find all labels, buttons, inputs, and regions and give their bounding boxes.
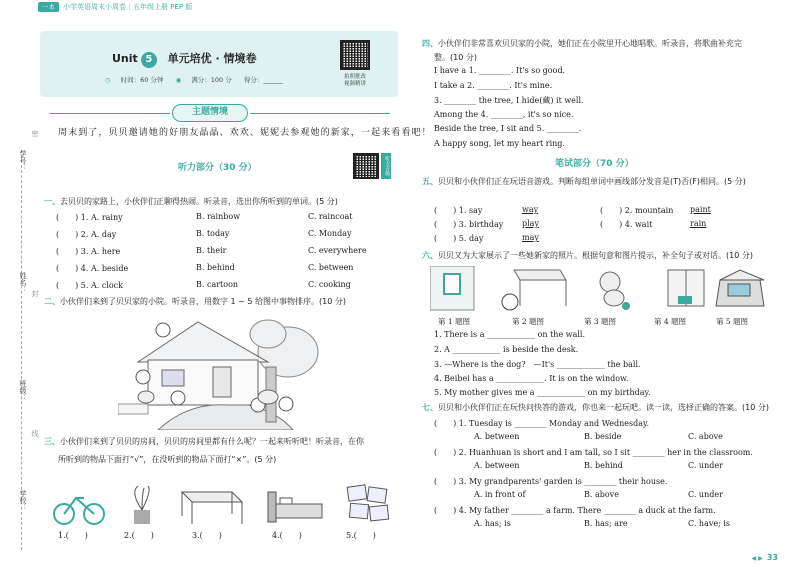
q6-caption-5: 第 5 题图 xyxy=(716,317,749,326)
q4-line-1: I have a 1. ________. It's so good. xyxy=(434,66,566,75)
q7-option-b-3: B. above xyxy=(584,490,619,499)
q5-item-2: ( ) 2. mountain xyxy=(600,206,674,215)
q1-option-c-1: C. raincoat xyxy=(308,212,353,221)
q7-question-1: ( ) 1. Tuesday is ________ Monday and Wednesday. xyxy=(434,419,649,428)
q1-option-c-4: C. between xyxy=(308,263,354,272)
q6-text: 贝贝又为大家展示了一些她新家的照片。根据句意和图片提示，补全句子或对话。(10 分) xyxy=(438,251,753,260)
q1-option-c-5: C. cooking xyxy=(308,280,351,289)
q1-option-b-3: B. their xyxy=(196,246,227,255)
q4-line-4: Among the 4. ________, it's so nice. xyxy=(434,109,574,119)
brand-tag: 一本 xyxy=(38,2,59,12)
q6-line-3: 3. —Where is the dog? —It's ____________ the ball. xyxy=(434,360,641,369)
q2-text: 小伙伴们来到了贝贝家的小院。听录音，用数字 1 ~ 5 给图中事物排序。(10 分) xyxy=(60,297,347,306)
qr-code-icon[interactable] xyxy=(340,40,370,70)
q6-caption-1: 第 1 题图 xyxy=(438,317,471,326)
q5-text: 贝贝和小伙伴们正在玩语音游戏。判断每组单词中画线部分发音是(T)否(F)相同。(5 分) xyxy=(438,177,746,186)
qr-caption xyxy=(334,74,376,88)
q7-number: 七、 xyxy=(422,403,438,412)
page-number xyxy=(752,553,778,562)
q7-option-c-2: C. under xyxy=(688,461,723,470)
q1-text: 去贝贝的家路上，小伙伴们正聊得热闹。听录音，选出你所听到的单词。(5 分) xyxy=(60,197,338,206)
theme-banner: 主题情境 xyxy=(172,104,248,122)
q7-option-c-4: C. have; is xyxy=(688,519,730,528)
seal-char-3: 线 xyxy=(31,430,39,437)
q6-line-5: 5. My mother gives me a ____________ on my birthday. xyxy=(434,388,651,397)
q7-option-a-3: A. in front of xyxy=(474,490,526,499)
banner-rule-left xyxy=(50,113,170,114)
dog-picture xyxy=(600,272,630,310)
q7-option-b-2: B. behind xyxy=(584,461,623,470)
q6-line-1: 1. There is a ____________ on the wall. xyxy=(434,330,585,339)
listening-audio-tag: 听力音频 xyxy=(381,153,391,179)
q5-prompt xyxy=(422,176,746,187)
q5-number: 五、 xyxy=(422,177,438,186)
q1-option-b-1: B. rainbow xyxy=(196,212,241,221)
q4-prompt xyxy=(422,38,742,49)
q7-option-a-1: A. between xyxy=(474,432,520,441)
bed-icon xyxy=(268,492,322,522)
house-yard-illustration xyxy=(118,312,328,430)
q6-pictures xyxy=(430,266,770,312)
q7-option-a-2: A. between xyxy=(474,461,520,470)
q1-item-4: ( ) 4. A. beside xyxy=(56,264,129,273)
q6-caption-3: 第 3 题图 xyxy=(584,317,617,326)
q6-line-4: 4. Beibei has a ____________. It is on the window. xyxy=(434,373,629,383)
table-icon xyxy=(182,492,242,524)
q4-line-2: I take a 2. ________. It's mine. xyxy=(434,80,553,90)
page-number-text: 33 xyxy=(766,553,778,562)
q4-number: 四、 xyxy=(422,39,438,48)
q7-question-2: ( ) 2. Huanhuan is short and I am tall, so I sit ________ her in the classroom. xyxy=(434,448,753,457)
q7-question-4: ( ) 4. My father ________ a farm. There ________ a duck at the farm. xyxy=(434,506,716,515)
intro-text: 周末到了，贝贝邀请她的好朋友晶晶、欢欢、妮妮去参观她的新家，一起来看看吧！ xyxy=(58,128,432,138)
q1-option-c-3: C. everywhere xyxy=(308,246,367,255)
q4-line-3: 3. ________ the tree, I hide(藏) it well. xyxy=(434,96,584,105)
q6-prompt xyxy=(422,250,753,261)
q4-prompt-line-2: 整。(10 分) xyxy=(434,53,477,62)
seal-char-2: 封 xyxy=(31,290,39,297)
q1-option-b-5: B. cartoon xyxy=(196,280,239,289)
name-label: 姓名： xyxy=(19,272,27,293)
q3-blank-1: 1.( ) xyxy=(58,531,88,540)
seal-char-1: 密 xyxy=(31,130,39,137)
q1-item-3: ( ) 3. A. here xyxy=(56,247,121,256)
time-limit: 时间：60 分钟 xyxy=(120,76,164,84)
q1-item-5: ( ) 5. A. clock xyxy=(56,281,124,290)
q3-prompt-line-2: 所听到的物品下面打“√”，在没听到的物品下面打“×”。(5 分) xyxy=(58,455,277,464)
q3-blank-2: 2.( ) xyxy=(124,531,154,540)
q1-option-b-4: B. behind xyxy=(196,263,235,272)
q7-option-b-4: B. has; are xyxy=(584,519,628,528)
full-score: 满分：100 分 xyxy=(191,76,232,84)
q5-item-1: ( ) 1. say xyxy=(434,206,483,215)
q7-text: 贝贝和小伙伴们正在玩快问快答的游戏，你也来一起玩吧。读一读，选择正确的答案。(10 分) xyxy=(438,403,769,412)
q5-word-3: play xyxy=(522,219,539,228)
class-label: 班级： xyxy=(19,380,27,401)
q7-question-3: ( ) 3. My grandparents' garden is ________ their house. xyxy=(434,477,668,486)
banner-rule-right xyxy=(250,113,390,114)
q6-caption-2: 第 2 题图 xyxy=(512,317,545,326)
q1-item-2: ( ) 2. A. day xyxy=(56,230,117,239)
qr-caption-line-2: 视频精讲 xyxy=(343,81,366,87)
q3-blank-3: 3.( ) xyxy=(192,531,222,540)
q5-word-4: rain xyxy=(690,219,707,228)
q6-line-2: 2. A ____________ is beside the desk. xyxy=(434,344,579,354)
top-bar xyxy=(0,0,400,14)
listening-qr-icon[interactable] xyxy=(353,153,379,179)
q7-option-b-1: B. beside xyxy=(584,432,622,441)
desk-ball-picture xyxy=(502,270,566,310)
q2-number: 二、 xyxy=(44,297,60,306)
exam-meta xyxy=(105,75,293,84)
bike-icon xyxy=(54,498,104,524)
q3-blank-4: 4.( ) xyxy=(272,531,302,540)
unit-title xyxy=(112,50,256,68)
q7-option-c-1: C. above xyxy=(688,432,723,441)
q5-word-1: way xyxy=(522,205,539,214)
q3-text-line-1: 小伙伴们来到了贝贝的房间，贝贝的房间里都有什么呢？一起来听听吧！听录音，在你 xyxy=(60,437,364,446)
listening-section-title: 听力部分（30 分） xyxy=(178,163,257,173)
gift-box-picture xyxy=(716,270,764,306)
unit-subtitle: 单元培优 · 情境卷 xyxy=(167,52,257,65)
q3-blank-5: 5.( ) xyxy=(346,531,376,540)
q1-number: 一、 xyxy=(44,197,60,206)
q4-text: 小伙伴们非常喜欢贝贝家的小院，她们正在小院里开心地唱歌。听录音，将歌曲补充完 xyxy=(438,39,742,48)
q1-prompt xyxy=(44,196,338,207)
q4-line-5: Beside the tree, I sit and 5. ________. xyxy=(434,124,582,133)
q5-word-5: may xyxy=(522,233,539,242)
school-label: 学校： xyxy=(19,490,27,511)
q2-prompt xyxy=(44,296,346,307)
photos-icon xyxy=(347,485,389,521)
time-icon: ◷ xyxy=(105,76,111,84)
q7-option-a-4: A. has; is xyxy=(474,519,511,528)
q3-prompt xyxy=(44,436,364,447)
q3-number: 三、 xyxy=(44,437,60,446)
writing-section-title: 笔试部分（70 分） xyxy=(555,159,634,169)
qr-caption-line-1: 拍照批改 xyxy=(343,74,366,80)
student-id-label: 学号： xyxy=(19,150,27,171)
q4-line-6: A happy song, let my heart ring. xyxy=(434,138,565,148)
wall-picture xyxy=(430,266,474,310)
page-arrows-icon: ◀ ▶ xyxy=(751,555,763,562)
q6-caption-4: 第 4 题图 xyxy=(654,317,687,326)
binding-margin xyxy=(8,0,39,574)
score-field: 得分：______ xyxy=(243,76,283,84)
unit-number-badge: 5 xyxy=(141,52,157,68)
q1-item-1: ( ) 1. A. rainy xyxy=(56,213,123,222)
score-icon: ◉ xyxy=(175,76,182,84)
window-plant-picture xyxy=(668,270,704,306)
q5-item-3: ( ) 3. birthday xyxy=(434,220,504,229)
plant-icon xyxy=(134,486,150,524)
q7-prompt xyxy=(422,402,769,413)
book-title: 小学英语周末小周卷｜五年级上册 PEP 版 xyxy=(63,3,193,11)
q7-option-c-3: C. under xyxy=(688,490,723,499)
q5-word-2: paint xyxy=(690,205,711,214)
room-items-illustration xyxy=(52,484,397,526)
q6-number: 六、 xyxy=(422,251,438,260)
q1-option-b-2: B. today xyxy=(196,229,230,238)
q5-item-4: ( ) 4. wait xyxy=(600,220,653,229)
q1-option-c-2: C. Monday xyxy=(308,229,352,238)
unit-word: Unit xyxy=(112,52,138,65)
q5-item-5: ( ) 5. day xyxy=(434,234,484,243)
